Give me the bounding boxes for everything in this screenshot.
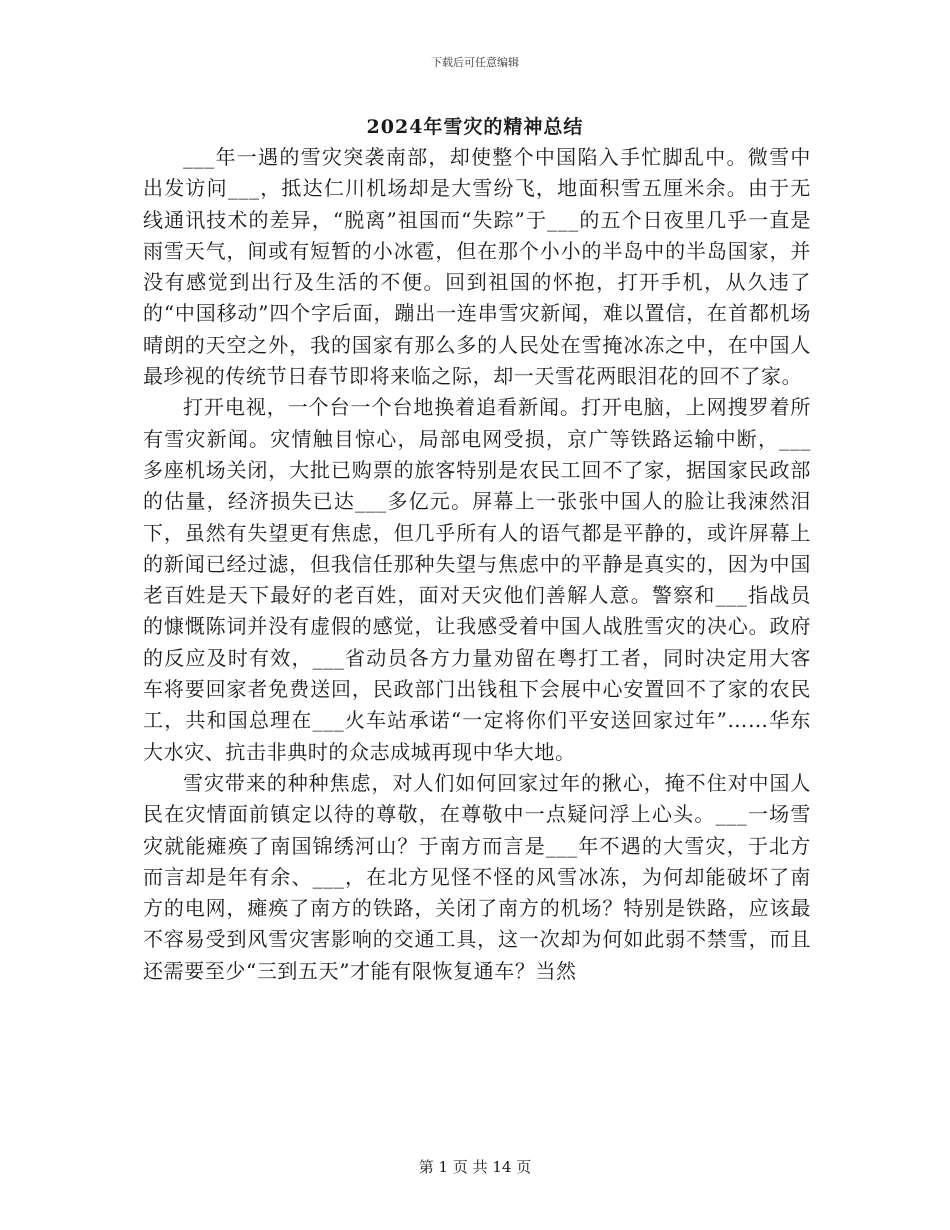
paragraph: ___年一遇的雪灾突袭南部，却使整个中国陷入手忙脚乱中。微雪中出发访问___，抵达仁川机场却是大雪纷飞，地面积雪五厘米余。由于无线通讯技术的差异，“脱离”祖国而“失踪”于___的五个日夜里几乎一直是雨雪天气，间或有短暂的小冰雹，但在那个小小的半岛中的半岛国家，并没有感觉到出行及生活的不便。回到祖国的怀抱，打开手机，从久违了的“中国移动”四个字后面，蹦出一连串雪灾新闻，难以置信，在首都机场晴朗的天空之外，我的国家有那么多的人民处在雪掩冰冻之中，在中国人最珍视的传统节日春节即将来临之际，却一天雪花两眼泪花的回不了家。 bbox=[143, 145, 811, 389]
document-body bbox=[143, 142, 811, 987]
header-note: 下载后可任意编辑 bbox=[431, 56, 519, 69]
paragraph: 雪灾带来的种种焦虑，对人们如何回家过年的揪心，掩不住对中国人民在灾情面前镇定以待的尊敬，在尊敬中一点疑问浮上心头。___一场雪灾就能瘫痪了南国锦绣河山？于南方而言是___年不遇的大雪灾，于北方而言却是年有余、___，在北方见怪不怪的风雪冰冻，为何却能破坏了南方的电网，瘫痪了南方的铁路，关闭了南方的机场？特别是铁路，应该最不容易受到风雪灾害影响的交通工具，这一次却为何如此弱不禁雪，而且还需要至少“三到五天”才能有限恢复通车？当然 bbox=[143, 770, 811, 983]
paragraph: 打开电视，一个台一个台地换着追看新闻。打开电脑，上网搜罗着所有雪灾新闻。灾情触目惊心，局部电网受损，京广等铁路运输中断，___多座机场关闭，大批已购票的旅客特别是农民工回不了家，据国家民政部的估量，经济损失已达___多亿元。屏幕上一张张中国人的脸让我涑然泪下，虽然有失望更有焦虑，但几乎所有人的语气都是平静的，或许屏幕上的新闻已经过滤，但我信任那种失望与焦虑中的平静是真实的，因为中国老百姓是天下最好的老百姓，面对天灾他们善解人意。警察和___指战员的慷慨陈词并没有虚假的感觉，让我感受着中国人战胜雪灾的决心。政府的反应及时有效，___省动员各方力量劝留在粤打工者，同时决定用大客车将要回家者免费送回，民政部门出钱租下会展中心安置回不了家的农民工，共和国总理在___火车站承诺“一定将你们平安送回家过年”……华东大水灾、抗击非典时的众志成城再现中华大地。 bbox=[143, 395, 811, 764]
document-title: 2024年雪灾的精神总结 bbox=[366, 116, 584, 138]
page-indicator: 第 1 页 共 14 页 bbox=[418, 1158, 532, 1176]
